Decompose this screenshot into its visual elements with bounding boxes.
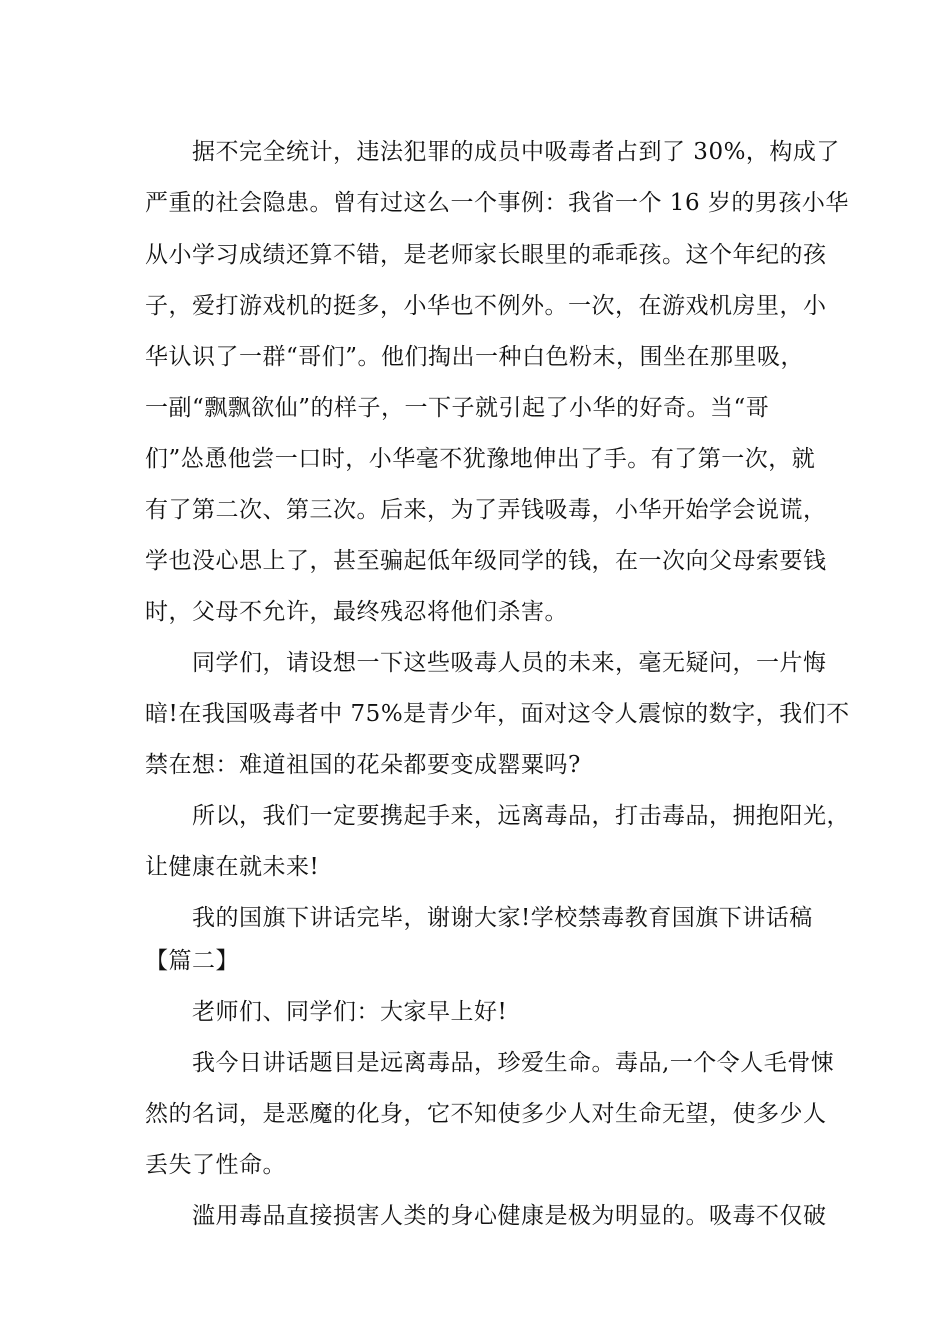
text-line: 一副“飘飘欲仙”的样子，一下子就引起了小华的好奇。当“哥: [145, 395, 770, 421]
section-heading: 【篇二】: [145, 948, 239, 974]
text-line: 学也没心思上了，甚至骗起低年级同学的钱，在一次向父母索要钱: [145, 548, 827, 574]
text-line: 们”怂恿他尝一口时，小华毫不犹豫地伸出了手。有了第一次，就: [145, 446, 816, 472]
text-line: 有了第二次、第三次。后来，为了弄钱吸毒，小华开始学会说谎，: [145, 497, 827, 523]
text-line: 严重的社会隐患。曾有过这么一个事例：我省一个 16 岁的男孩小华: [145, 190, 849, 216]
text-line: 据不完全统计，违法犯罪的成员中吸毒者占到了 30%，构成了: [192, 139, 840, 165]
text-line: 让健康在就未来!: [145, 854, 320, 880]
text-line: 老师们、同学们：大家早上好!: [192, 999, 508, 1025]
text-line: 从小学习成绩还算不错，是老师家长眼里的乖乖孩。这个年纪的孩: [145, 242, 827, 268]
text-line: 所以，我们一定要携起手来，远离毒品，打击毒品，拥抱阳光，: [192, 803, 850, 829]
text-line: 我今日讲话题目是远离毒品，珍爱生命。毒品,一个令人毛骨悚: [192, 1050, 835, 1076]
text-line: 丢失了性命。: [145, 1152, 286, 1178]
text-line: 然的名词，是恶魔的化身，它不知使多少人对生命无望，使多少人: [145, 1101, 827, 1127]
text-line: 暗!在我国吸毒者中 75%是青少年，面对这令人震惊的数字，我们不: [145, 701, 850, 727]
text-line: 同学们，请设想一下这些吸毒人员的未来，毫无疑问，一片悔: [192, 650, 827, 676]
text-line: 滥用毒品直接损害人类的身心健康是极为明显的。吸毒不仅破: [192, 1203, 827, 1229]
text-line: 华认识了一群“哥们”。他们掏出一种白色粉末，围坐在那里吸，: [145, 344, 805, 370]
text-line: 子，爱打游戏机的挺多，小华也不例外。一次，在游戏机房里，小: [145, 293, 827, 319]
text-line: 禁在想：难道祖国的花朵都要变成罂粟吗?: [145, 752, 581, 778]
text-line: 时，父母不允许，最终残忍将他们杀害。: [145, 599, 568, 625]
text-line: 我的国旗下讲话完毕，谢谢大家!学校禁毒教育国旗下讲话稿: [192, 905, 813, 931]
